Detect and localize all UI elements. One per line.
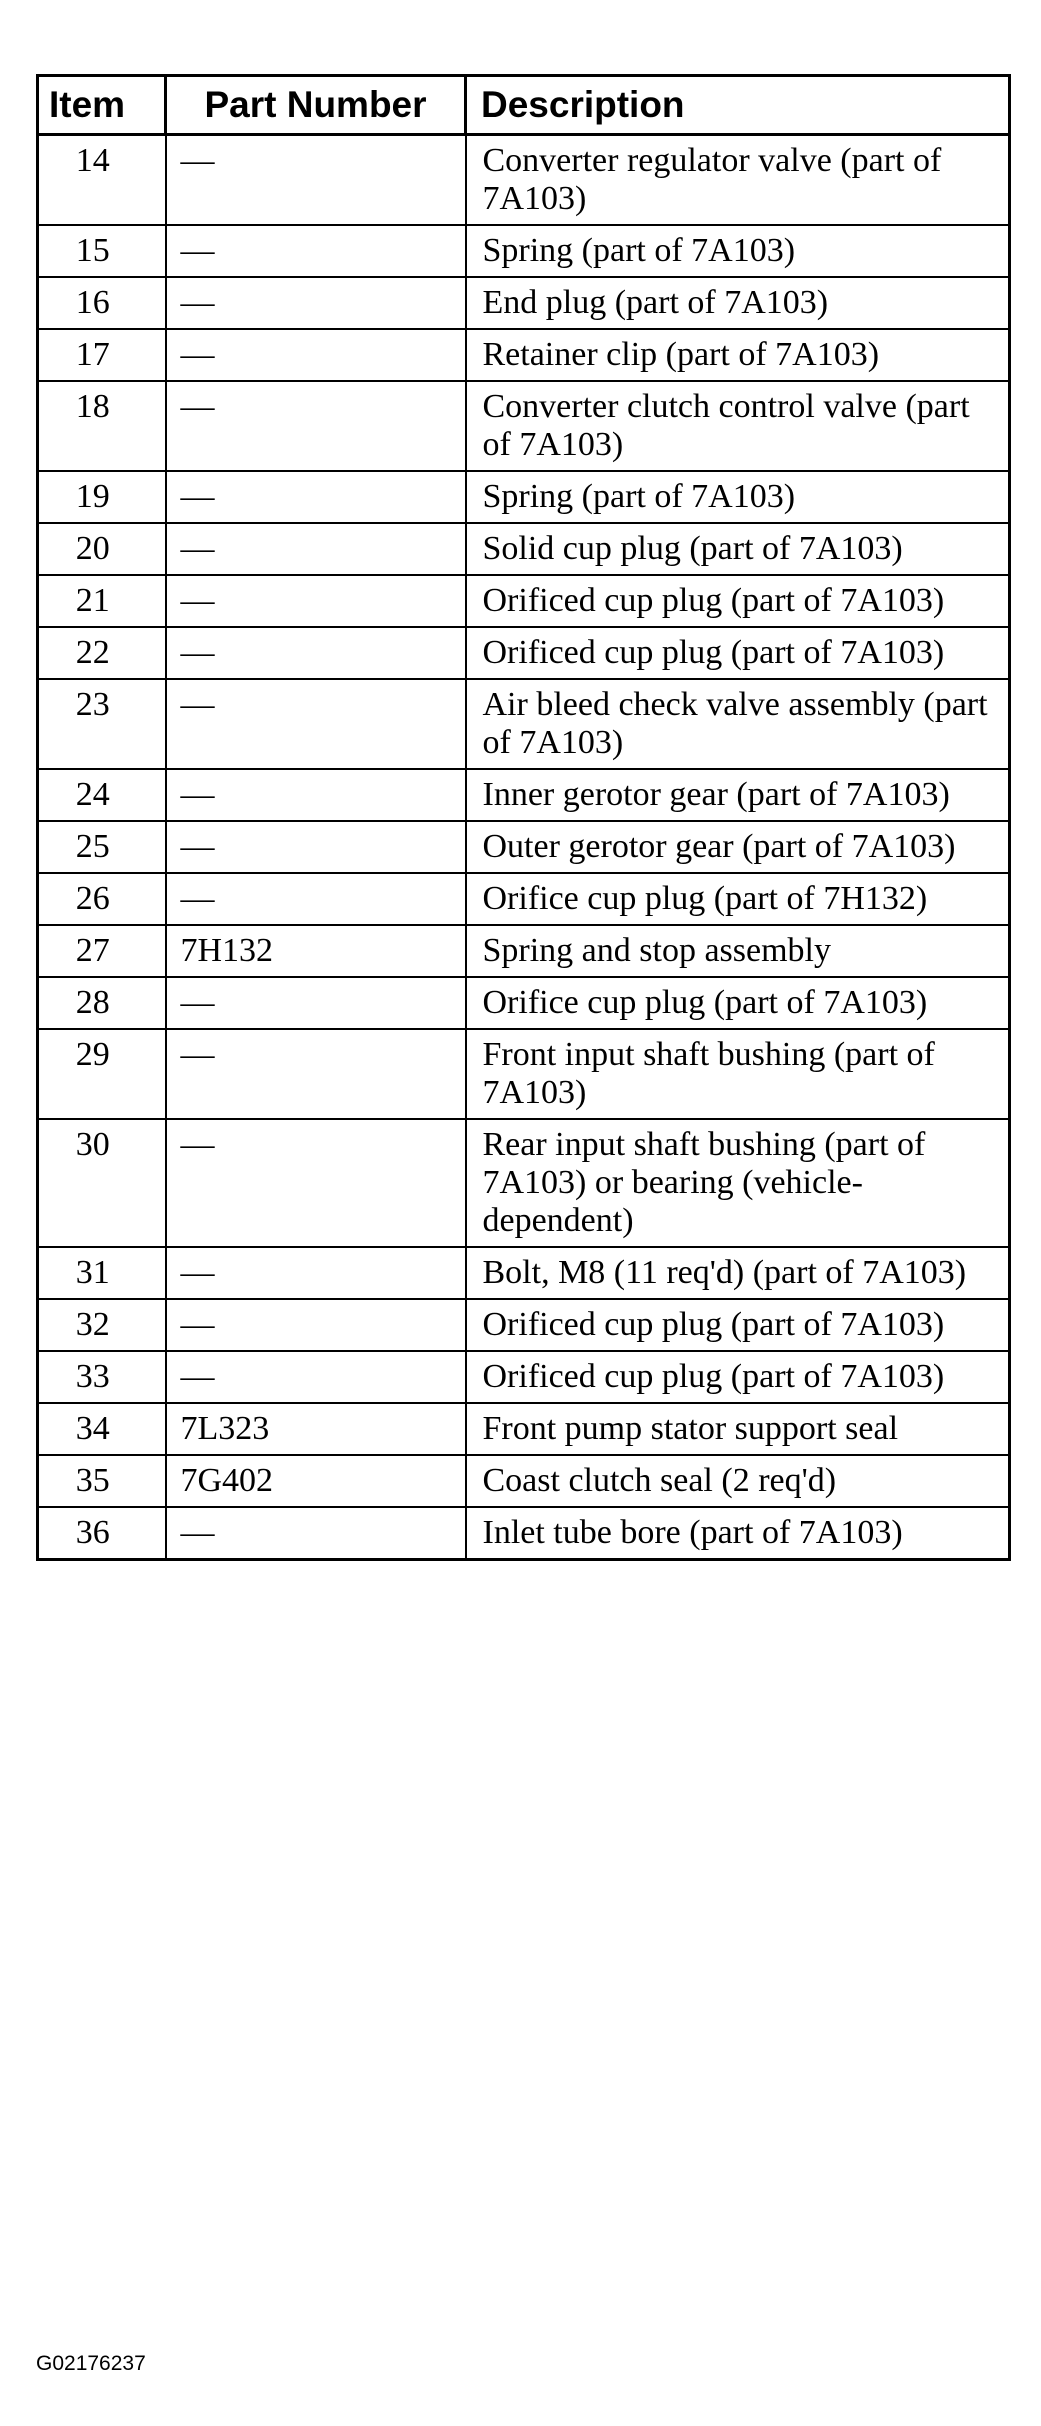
- part-number-cell: —: [166, 977, 466, 1029]
- description-cell: Bolt, M8 (11 req'd) (part of 7A103): [466, 1247, 1010, 1299]
- item-cell: 14: [38, 135, 166, 226]
- table-row: [38, 1299, 1010, 1351]
- item-cell: 23: [38, 679, 166, 769]
- item-cell: 16: [38, 277, 166, 329]
- part-number-cell: —: [166, 225, 466, 277]
- part-number-cell: —: [166, 277, 466, 329]
- part-number-cell: —: [166, 471, 466, 523]
- item-cell: 30: [38, 1119, 166, 1247]
- description-cell: Solid cup plug (part of 7A103): [466, 523, 1010, 575]
- item-cell: 26: [38, 873, 166, 925]
- description-cell: Converter clutch control valve (part of 7A103): [466, 381, 1010, 471]
- figure-code: G02176237: [36, 2352, 146, 2375]
- description-cell: Orificed cup plug (part of 7A103): [466, 1299, 1010, 1351]
- table-row: [38, 873, 1010, 925]
- item-cell: 29: [38, 1029, 166, 1119]
- header-item: Item: [38, 76, 166, 135]
- item-cell: 32: [38, 1299, 166, 1351]
- table-row: [38, 1351, 1010, 1403]
- description-cell: Front input shaft bushing (part of 7A103): [466, 1029, 1010, 1119]
- part-number-cell: 7H132: [166, 925, 466, 977]
- table-row: [38, 679, 1010, 769]
- part-number-cell: —: [166, 329, 466, 381]
- part-number-cell: —: [166, 575, 466, 627]
- item-cell: 28: [38, 977, 166, 1029]
- item-cell: 18: [38, 381, 166, 471]
- description-cell: Orificed cup plug (part of 7A103): [466, 1351, 1010, 1403]
- table-row: [38, 523, 1010, 575]
- table-row: [38, 277, 1010, 329]
- part-number-cell: —: [166, 627, 466, 679]
- table-row: [38, 381, 1010, 471]
- table-row: [38, 575, 1010, 627]
- description-cell: Inlet tube bore (part of 7A103): [466, 1507, 1010, 1560]
- item-cell: 15: [38, 225, 166, 277]
- part-number-cell: —: [166, 679, 466, 769]
- item-cell: 19: [38, 471, 166, 523]
- description-cell: End plug (part of 7A103): [466, 277, 1010, 329]
- table-row: [38, 471, 1010, 523]
- part-number-cell: 7L323: [166, 1403, 466, 1455]
- part-number-cell: —: [166, 1119, 466, 1247]
- description-cell: Converter regulator valve (part of 7A103): [466, 135, 1010, 226]
- description-cell: Spring (part of 7A103): [466, 471, 1010, 523]
- description-cell: Front pump stator support seal: [466, 1403, 1010, 1455]
- item-cell: 34: [38, 1403, 166, 1455]
- part-number-cell: —: [166, 873, 466, 925]
- part-number-cell: —: [166, 1299, 466, 1351]
- item-cell: 25: [38, 821, 166, 873]
- table-row: [38, 1119, 1010, 1247]
- item-cell: 35: [38, 1455, 166, 1507]
- table-row: [38, 1403, 1010, 1455]
- description-cell: Coast clutch seal (2 req'd): [466, 1455, 1010, 1507]
- part-number-cell: 7G402: [166, 1455, 466, 1507]
- table-row: [38, 329, 1010, 381]
- parts-table: [36, 74, 1011, 1561]
- table-row: [38, 627, 1010, 679]
- part-number-cell: —: [166, 135, 466, 226]
- part-number-cell: —: [166, 1351, 466, 1403]
- part-number-cell: —: [166, 769, 466, 821]
- header-part-number: Part Number: [166, 76, 466, 135]
- table-row: [38, 821, 1010, 873]
- description-cell: Orifice cup plug (part of 7A103): [466, 977, 1010, 1029]
- item-cell: 33: [38, 1351, 166, 1403]
- table-body: [38, 135, 1010, 1560]
- part-number-cell: —: [166, 381, 466, 471]
- table-row: [38, 1455, 1010, 1507]
- table-row: [38, 925, 1010, 977]
- item-cell: 17: [38, 329, 166, 381]
- description-cell: Outer gerotor gear (part of 7A103): [466, 821, 1010, 873]
- part-number-cell: —: [166, 1029, 466, 1119]
- header-row: [38, 76, 1010, 135]
- description-cell: Orificed cup plug (part of 7A103): [466, 575, 1010, 627]
- table-row: [38, 225, 1010, 277]
- header-description: Description: [466, 76, 1010, 135]
- part-number-cell: —: [166, 1247, 466, 1299]
- part-number-cell: —: [166, 821, 466, 873]
- item-cell: 21: [38, 575, 166, 627]
- description-cell: Orifice cup plug (part of 7H132): [466, 873, 1010, 925]
- item-cell: 31: [38, 1247, 166, 1299]
- description-cell: Spring (part of 7A103): [466, 225, 1010, 277]
- part-number-cell: —: [166, 523, 466, 575]
- description-cell: Orificed cup plug (part of 7A103): [466, 627, 1010, 679]
- item-cell: 22: [38, 627, 166, 679]
- table-row: [38, 1029, 1010, 1119]
- description-cell: Air bleed check valve assembly (part of 7A103): [466, 679, 1010, 769]
- description-cell: Retainer clip (part of 7A103): [466, 329, 1010, 381]
- item-cell: 24: [38, 769, 166, 821]
- item-cell: 20: [38, 523, 166, 575]
- description-cell: Inner gerotor gear (part of 7A103): [466, 769, 1010, 821]
- part-number-cell: —: [166, 1507, 466, 1560]
- item-cell: 36: [38, 1507, 166, 1560]
- description-cell: Spring and stop assembly: [466, 925, 1010, 977]
- table-row: [38, 1507, 1010, 1560]
- table-row: [38, 769, 1010, 821]
- description-cell: Rear input shaft bushing (part of 7A103) or bearing (vehicle-dependent): [466, 1119, 1010, 1247]
- table-row: [38, 1247, 1010, 1299]
- item-cell: 27: [38, 925, 166, 977]
- table-row: [38, 135, 1010, 226]
- table-row: [38, 977, 1010, 1029]
